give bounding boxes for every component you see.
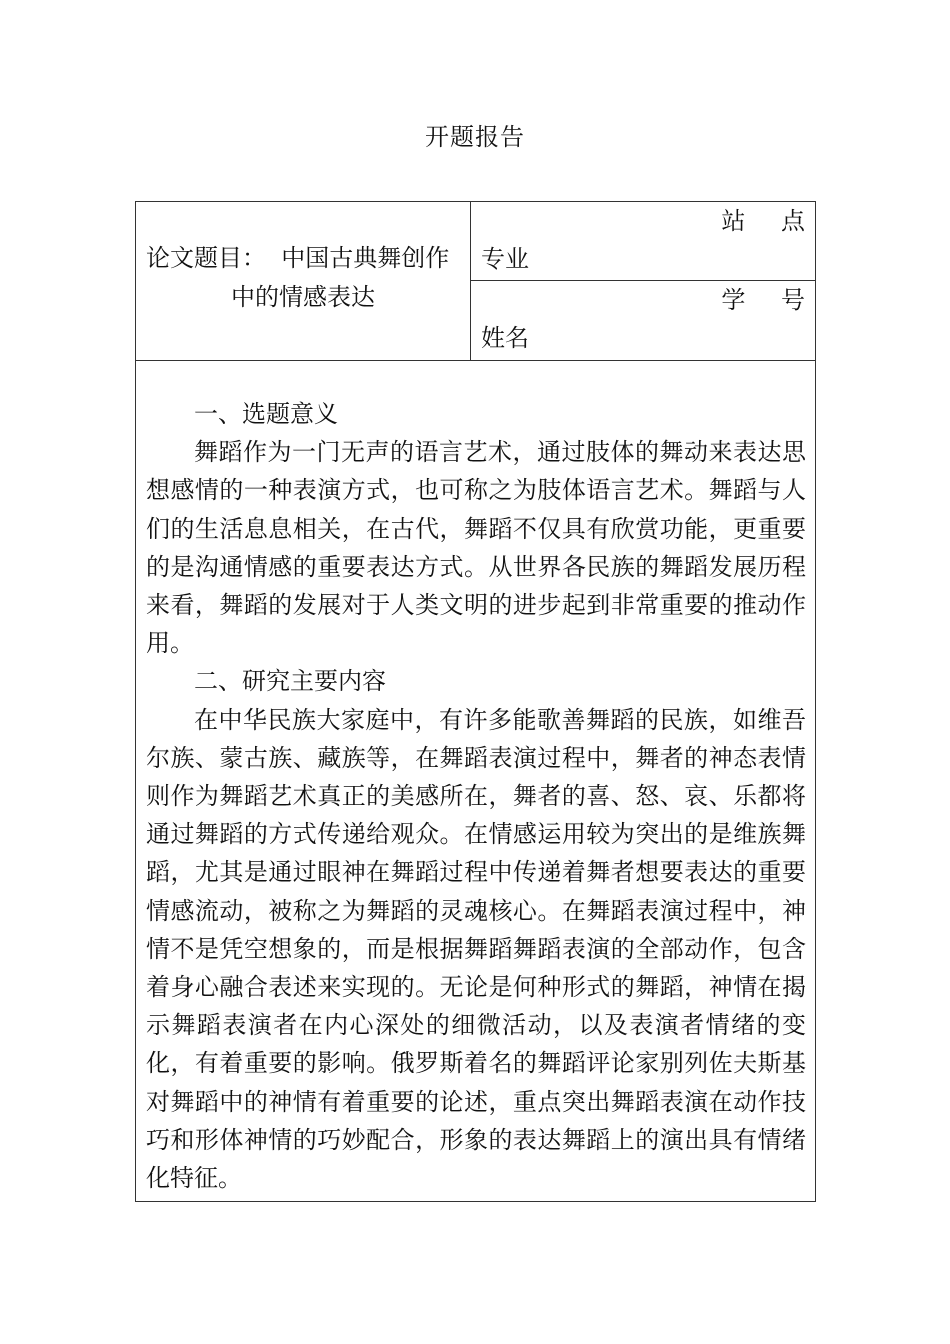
header-row xyxy=(136,202,819,361)
section-heading-significance: 一、选题意义 xyxy=(194,400,338,428)
station-major-cell xyxy=(471,202,819,281)
name-label: 姓名 xyxy=(481,324,529,352)
report-table xyxy=(135,201,819,1202)
station-label: 站 点 xyxy=(721,207,819,235)
thesis-label: 论文题目： xyxy=(146,244,266,272)
section-heading-main-content: 二、研究主要内容 xyxy=(194,667,386,696)
thesis-title-part-1: 中国古典舞创作 xyxy=(281,244,450,272)
student-id-label: 学 号 xyxy=(721,286,819,314)
report-body-cell xyxy=(136,361,815,1201)
document-title: 开题报告 xyxy=(425,123,525,151)
thesis-title-cell xyxy=(136,202,471,360)
student-id-name-cell xyxy=(471,281,819,360)
paragraph-main-content: 在中华民族大家庭中，有许多能歌善舞蹈的民族，如维吾尔族、蒙古族、藏族等，在舞蹈表演过程中，舞者的神态表情则作为舞蹈艺术真正的美感所在，舞者的喜、怒、哀、乐都将通过舞蹈的方式传递给观众。在情感运用较为突出的是维族舞蹈，尤其是通过眼神在舞蹈过程中传递着舞者想要表达的重要情感流动，被称之为舞蹈的灵魂核心。在舞蹈表演过程中，神情不是凭空想象的，而是根据舞蹈舞蹈表演的全部动作，包含着身心融合表述来实现的。无论是何种形式的舞蹈，神情在揭示舞蹈表演者在内心深处的细微活动，以及表演者情绪的变化，有着重要的影响。俄罗斯着名的舞蹈评论家别列佐夫斯基对舞蹈中的神情有着重要的论述，重点突出舞蹈表演在动作技巧和形体神情的巧妙配合，形象的表达舞蹈上的演出具有情绪化特征。 xyxy=(146,705,806,1193)
thesis-title-part-2: 中的情感表达 xyxy=(231,283,375,311)
paragraph-significance: 舞蹈作为一门无声的语言艺术，通过肢体的舞动来表达思想感情的一种表演方式，也可称之为肢体语言艺术。舞蹈与人们的生活息息相关，在古代，舞蹈不仅具有欣赏功能，更重要的是沟通情感的重要表达方式。从世界各民族的舞蹈发展历程来看，舞蹈的发展对于人类文明的进步起到非常重要的推动作用。 xyxy=(146,438,806,658)
major-label: 专业 xyxy=(481,245,529,273)
thesis-title-line-1 xyxy=(146,239,449,277)
report-content xyxy=(146,395,806,1197)
